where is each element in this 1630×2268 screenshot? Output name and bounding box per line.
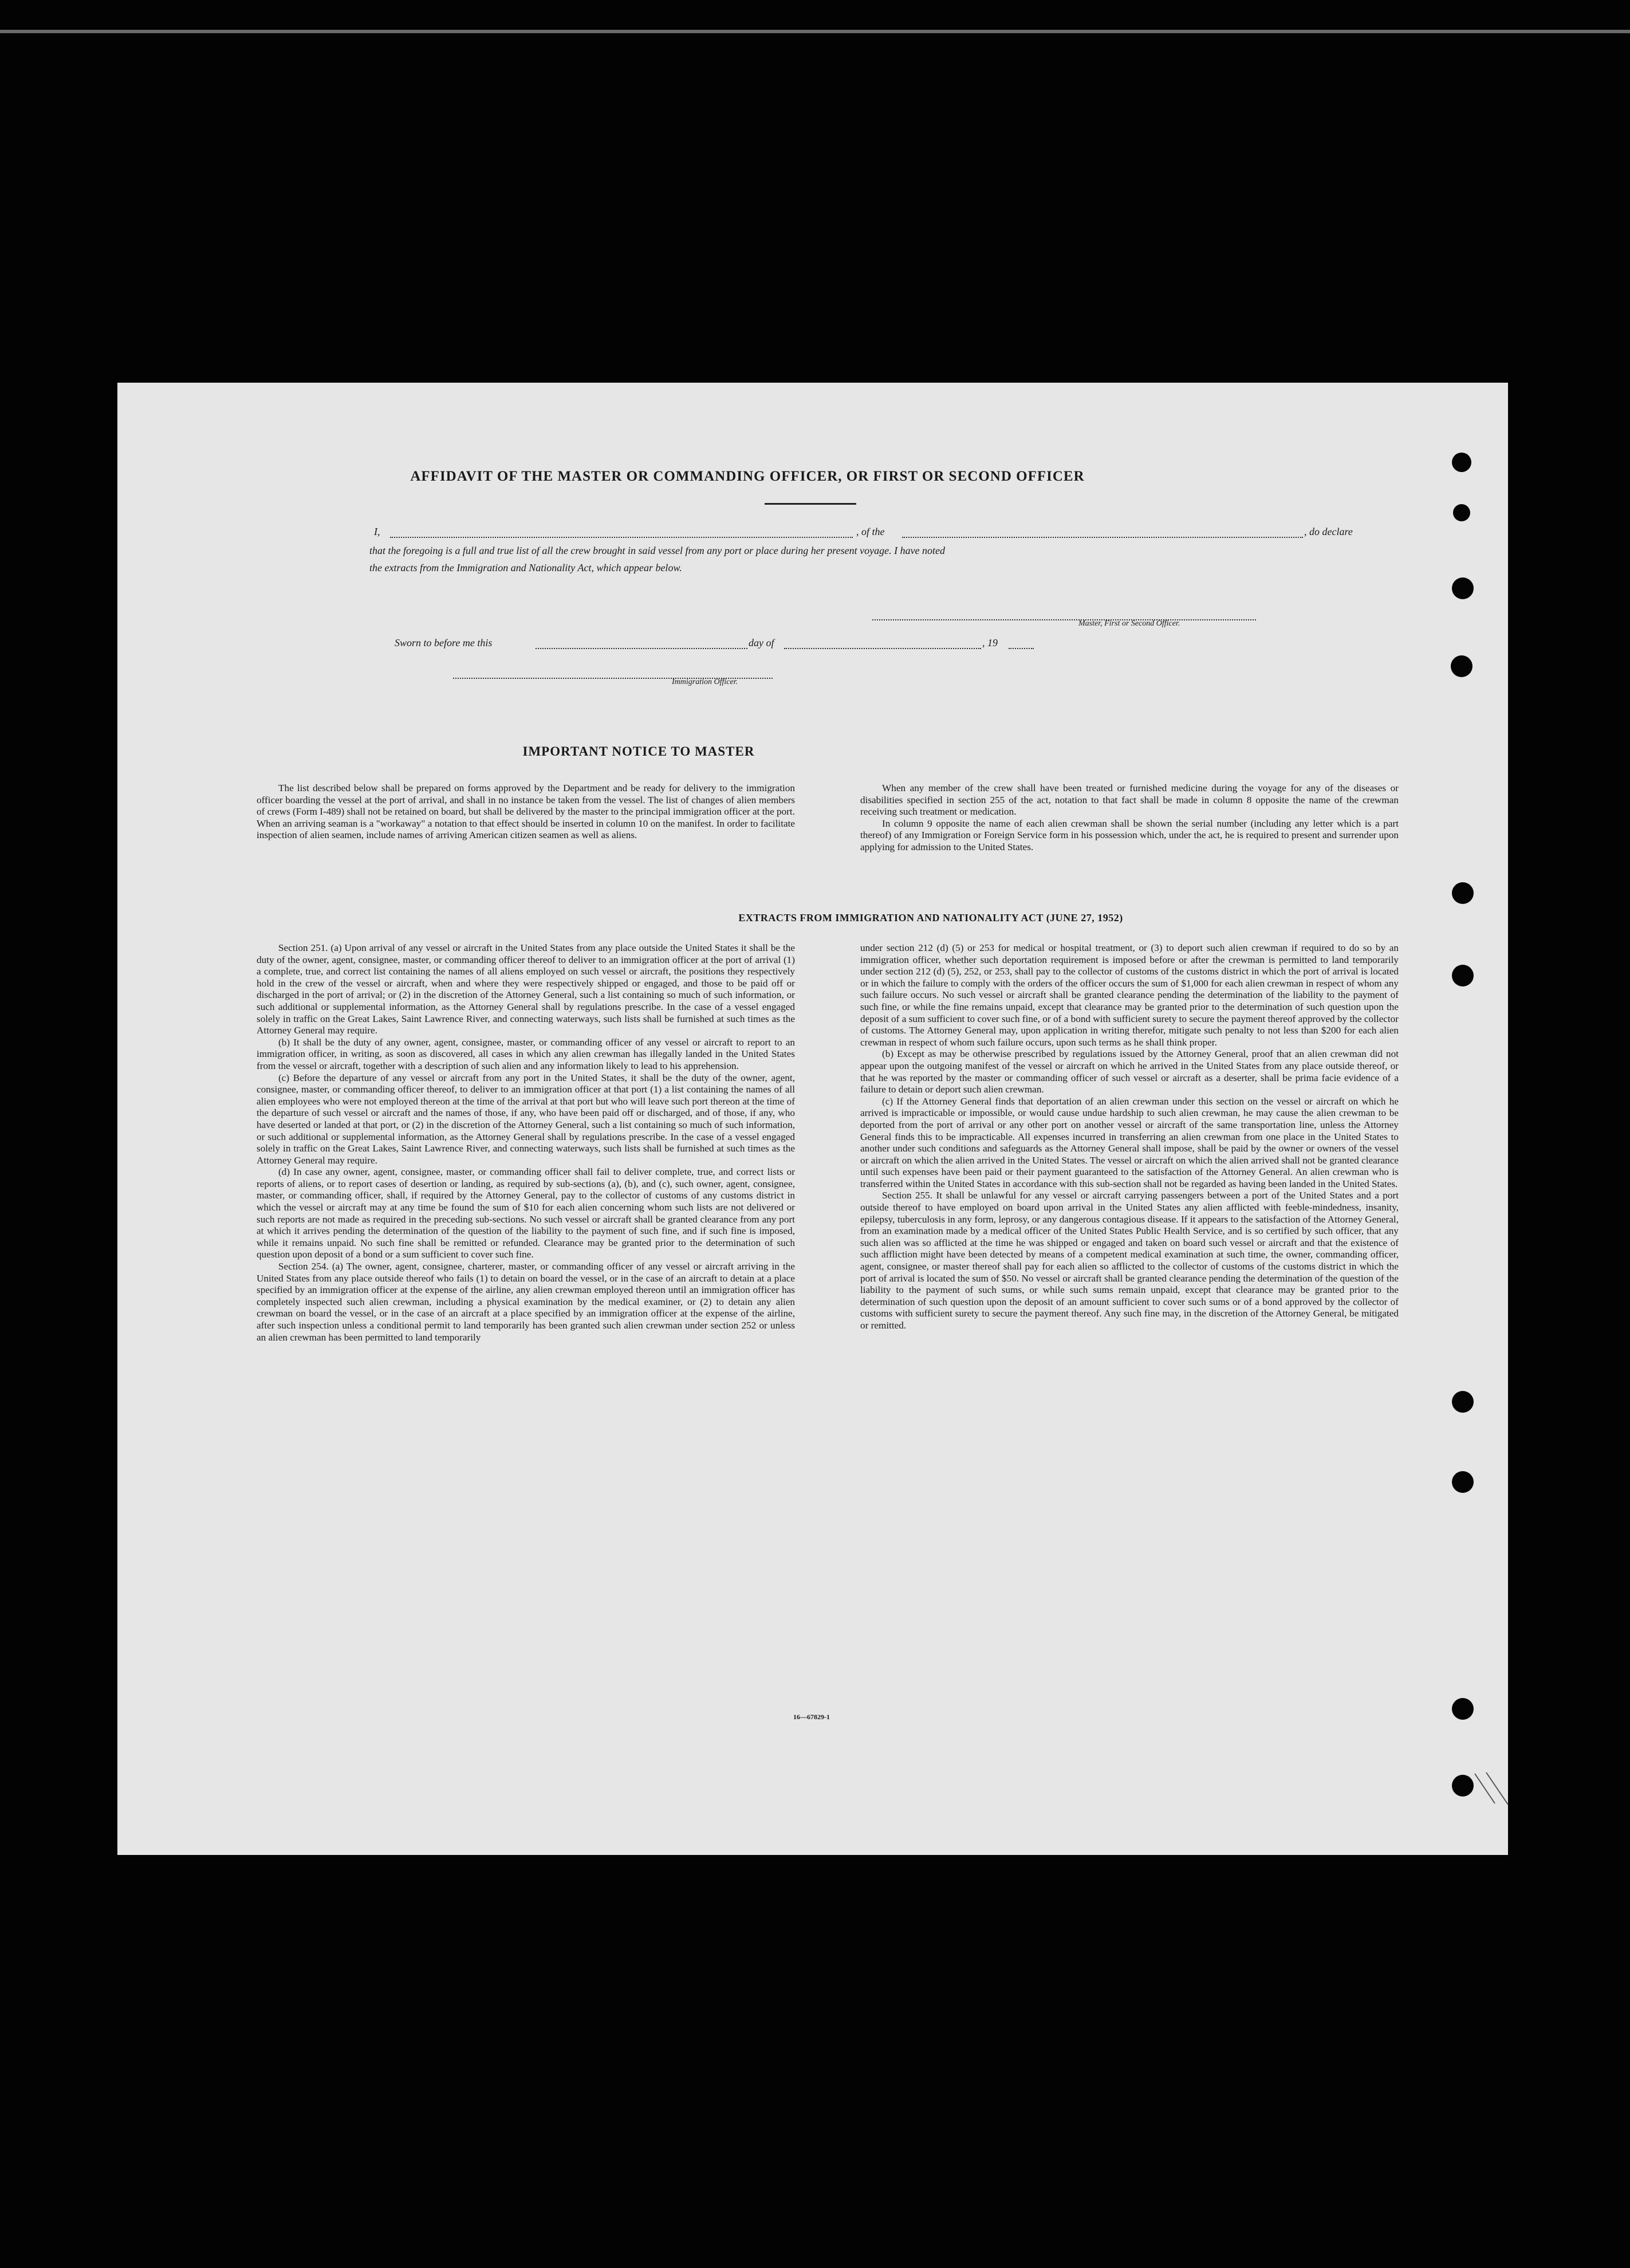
- sworn-year-field[interactable]: [1009, 638, 1034, 649]
- year-label: , 19: [982, 637, 998, 648]
- notice-paragraph: The list described below shall be prepared on forms approved by the Department and be ready for delivery to the immigration officer boarding the vessel at the port of arrival, and shall in no instance be taken from the vessel. The list of changes of alien members of crews (Form I-489) shall not be retained on board, but shall be delivered by the master to the principal immigration officer at the port. When an arriving seaman is a "workaway" a notation to that effect should be inserted in column 10 on the manifest. In order to facilitate inspection of alien seamen, include names of arriving American citizen seamen as well as aliens.: [257, 783, 795, 841]
- extract-paragraph: (c) If the Attorney General finds that deportation of an alien crewman under this section on the vessel or aircraft on which he arrived is impracticable or impossible, or would cause undue hardship to such alien crewman, he may cause the alien crewman to be deported from the port of arrival or any other port on another vessel or aircraft of the same transportation line, unless the Attorney General finds this to be impracticable. All expenses incurred in transferring an alien crewman from one place in the United States to another under such conditions and safeguards as the Attorney General shall impose, shall be paid by the owner or owners of the vessel or aircraft on which the alien arrived in the United States. The vessel or aircraft on which the alien arrived shall not be granted clearance until such expenses have been paid or their payment guaranteed to the satisfaction of the Attorney General. An alien crewman who is transferred within the United States in accordance with this sub-section shall not be regarded as having been landed in the United States.: [860, 1095, 1399, 1189]
- notice-paragraph: In column 9 opposite the name of each alien crewman shall be shown the serial number (including any letter which is a part thereof) of any Immigration or Foreign Service form in his possession which, under the act, he is required to present and surrender upon applying for admission to the United States.: [860, 817, 1399, 852]
- notice-right-column: [860, 783, 1399, 854]
- notice-left-column: [257, 783, 795, 842]
- of-the-label: , of the: [856, 526, 885, 537]
- affidavit-section: [117, 383, 1508, 1855]
- statement-line-1: that the foregoing is a full and true list of all the crew brought in said vessel from any port or place during her present voyage. I have noted: [369, 545, 946, 556]
- statement-line-2: the extracts from the Immigration and Nationality Act, which appear below.: [369, 562, 682, 573]
- name-field[interactable]: [390, 526, 853, 538]
- sworn-day-field[interactable]: [536, 638, 747, 649]
- master-signature-caption: Master, First or Second Officer.: [1078, 619, 1180, 628]
- sworn-label: Sworn to before me this: [395, 637, 493, 648]
- vessel-field[interactable]: [902, 526, 1303, 538]
- extracts-left-column: [257, 942, 795, 1343]
- notice-title: IMPORTANT NOTICE TO MASTER: [522, 744, 755, 758]
- extract-paragraph: (c) Before the departure of any vessel or aircraft from any port in the United States, it shall be the duty of the owner, agent, consignee, master, or commanding officer thereof, to deliver to an immigration officer at that port (1) a list containing the names of all alien employees who were not employed thereon at the time of the arrival at that port but who will leave such port thereon at the time of the departure of such vessel or aircraft and the names of those, if any, who have been paid off or discharged, and of those, if any, who have deserted or landed at that port, or (2) in the discretion of the Attorney General, such a list containing so much of such information, or such additional or supplemental information, as the Attorney General shall by regulations prescribe. In the case of a vessel engaged solely in traffic on the Great Lakes, Saint Lawrence River, and connecting waterways, such lists shall be furnished at such times as the Attorney General may require.: [257, 1072, 795, 1166]
- scan-top-edge: [0, 30, 1630, 33]
- document-page: [117, 383, 1508, 1855]
- notice-paragraph: When any member of the crew shall have been treated or furnished medicine during the voyage for any of the diseases or disabilities specified in section 255 of the act, notation to that fact shall be made in column 8 opposite the name of the crewman receiving such treatment or medication.: [860, 783, 1399, 817]
- title-rule: [765, 503, 856, 505]
- sworn-month-field[interactable]: [784, 638, 981, 649]
- extract-paragraph: (b) Except as may be otherwise prescribed by regulations issued by the Attorney General, proof that an alien crewman did not appear upon the outgoing manifest of the vessel or aircraft on which he arrived in the United States from any place outside thereof, or that he was reported by the master or commanding officer of such vessel or aircraft as a deserter, shall be prima facie evidence of a failure to detain or deport such alien crewman.: [860, 1048, 1399, 1095]
- extract-paragraph: Section 255. It shall be unlawful for any vessel or aircraft carrying passengers between a port of the United States and a port outside thereof to have employed on board upon arrival in the United States any alien afflicted with feeble-mindedness, insanity, epilepsy, tuberculosis in any form, leprosy, or any dangerous contagious disease. If it appears to the satisfaction of the Attorney General, from an examination made by a medical officer of the United States Public Health Service, and is so certified by such officer, that any such alien was so afflicted at the time he was shipped or engaged and taken on board such vessel or aircraft and that the existence of such affliction might have been detected by means of a competent medical examination at such time, the owner, commanding officer, agent, consignee, or master thereof shall pay for each alien so afflicted to the collector of customs of the customs district in which the port of arrival is located the sum of $50. No vessel or aircraft shall be granted clearance pending the determination of the question of the liability to the payment of such sums, or while such sums remain unpaid, except that clearance may be granted prior to the determination of such question upon the deposit of an amount sufficient to cover such sums or of a bond approved by the collector of customs with sufficient surety to secure the payment thereof. Any such fine may, in the discretion of the Attorney General, be mitigated or remitted.: [860, 1190, 1399, 1331]
- extract-paragraph: Section 251. (a) Upon arrival of any vessel or aircraft in the United States from any place outside the United States it shall be the duty of the owner, agent, consignee, master, or commanding officer thereof to deliver to an immigration officer at the port of arrival (1) a complete, true, and correct list containing the names of all aliens employed on such vessel or aircraft, the positions they respectively hold in the crew of the vessel or aircraft, when and where they were respectively shipped or engaged, and those to be paid off or discharged in the port of arrival; or (2) in the discretion of the Attorney General, such a list containing so much of such information, or such additional or supplemental information, as the Attorney General shall by regulations prescribe. In the case of a vessel engaged solely in traffic on the Great Lakes, Saint Lawrence River, and connecting waterways, such lists shall be furnished at such times as the Attorney General may require.: [257, 942, 795, 1036]
- day-of-label: day of: [749, 637, 774, 648]
- extract-paragraph: Section 254. (a) The owner, agent, consignee, charterer, master, or commanding officer of any vessel or aircraft arriving in the United States from any place outside thereof who fails (1) to detain on board the vessel, or in the case of an aircraft to detain at a place specified by an immigration officer at the expense of the airline, any alien crewman employed thereon until an immigration officer has completely inspected such alien crewman, including a physical examination by the medical examiner, or (2) to detain any alien crewman on board the vessel, or in the case of an aircraft at a place specified by an immigration officer at the expense of the airline, after such inspection unless a conditional permit to land temporarily has been granted such alien crewman under section 252 or unless an alien crewman has been permitted to land temporarily: [257, 1261, 795, 1343]
- master-signature-line[interactable]: [872, 609, 1256, 620]
- officer-signature-line[interactable]: [453, 667, 773, 679]
- do-declare-label: , do declare: [1304, 526, 1353, 537]
- officer-signature-caption: Immigration Officer.: [672, 678, 738, 686]
- extract-paragraph: (b) It shall be the duty of any owner, agent, consignee, master, or commanding officer of any vessel or aircraft to report to an immigration officer, in writing, as soon as discovered, all cases in which any alien crewman has illegally landed in the United States from the vessel or aircraft, together with a description of such alien and any information likely to lead to his apprehension.: [257, 1036, 795, 1071]
- extracts-title: EXTRACTS FROM IMMIGRATION AND NATIONALITY ACT (JUNE 27, 1952): [738, 912, 1123, 923]
- i-label: I,: [374, 526, 380, 537]
- extract-paragraph: under section 212 (d) (5) or 253 for medical or hospital treatment, or (3) to deport such alien crewman if required to do so by an immigration officer, whether such deportation requirement is imposed before or after the crewman is permitted to land temporarily under section 212 (d) (5), 252, or 253, shall pay to the collector of customs of the customs district in which the port of arrival is located or in which the failure to comply with the orders of the officer occurs the sum of $1,000 for each alien crewman in respect of whom any such failure occurs. No such vessel or aircraft shall be granted clearance pending the determination of the liability to the payment of such fine, or while the fine remains unpaid, except that clearance may be granted prior to the determination of such question upon the deposit of a sum sufficient to cover such fine, or of a bond with sufficient surety to secure the payment thereof approved by the collector of customs. The Attorney General may, upon application in writing therefor, mitigate such penalty to not less than $200 for each alien crewman in respect of whom such failure occurs, upon such terms as he shall think proper.: [860, 942, 1399, 1048]
- extract-paragraph: (d) In case any owner, agent, consignee, master, or commanding officer shall fail to deliver complete, true, and correct lists or reports of aliens, or to report cases of desertion or landing, as required by sub-sections (a), (b), and (c), such owner, agent, consignee, master, or commanding officer, shall, if required by the Attorney General, pay to the collector of customs of any customs district in which the vessel or aircraft may at any time be found the sum of $10 for each alien concerning whom such lists are not delivered or such reports are not made as required in the preceding sub-sections. No such vessel or aircraft shall be granted clearance from any port at which it arrives pending the determination of the question of the liability to the payment of such fine, and if such fine is imposed, while it remains unpaid. No such fine shall be remitted or refunded. Clearance may be granted prior to the determination of such question upon deposit of a bond or a sum sufficient to cover such fine.: [257, 1166, 795, 1260]
- form-code: 16—67829-1: [793, 1713, 830, 1721]
- extracts-right-column: [860, 942, 1399, 1332]
- affidavit-title: AFFIDAVIT OF THE MASTER OR COMMANDING OFFICER, OR FIRST OR SECOND OFFICER: [410, 469, 1085, 484]
